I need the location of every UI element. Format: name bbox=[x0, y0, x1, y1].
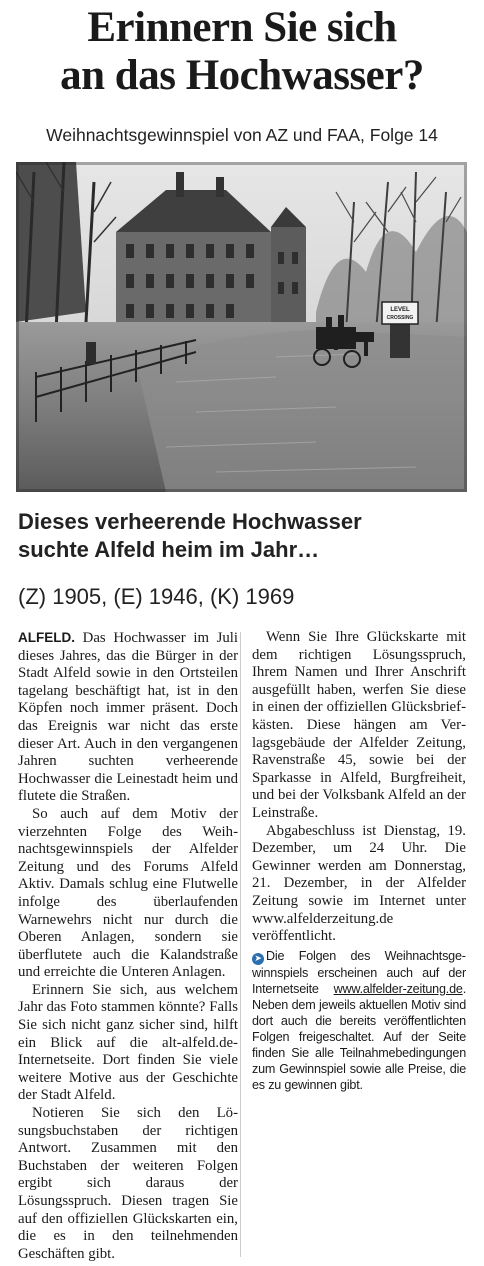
flood-photo bbox=[16, 162, 467, 492]
headline-line-1: Erinnern Sie sich bbox=[87, 4, 397, 51]
article-paragraph bbox=[18, 629, 238, 806]
article-paragraph: Abgabeschluss ist Dienstag, 19. Dezember, um 24 Uhr. Die Gewinner werden am Donnerstag, 21. Dezember, in der Alfelder Zeitung sowie im Internet unter www.alfelderzeitung.de veröffentlicht. bbox=[252, 822, 466, 945]
answer-options: (Z) 1905, (E) 1946, (K) 1969 bbox=[18, 584, 295, 609]
sign-text-1: LEVEL bbox=[390, 307, 410, 313]
article-paragraph-1-text: Das Hochwasser im Juli dieses Jahres, das die Bürger in der Stadt Alfeld sowie in den Ortsteilen tagelang beschäftigt hat, ist in den Köpfen noch immer präsent. Doch das Ereignis war nicht das erste dieser Art. Auch in den vergangenen Jahren suchten verheerende Hochwasser die Leinestadt heim und flutete die Straßen. bbox=[18, 630, 238, 805]
subheadline: Weihnachtsgewinnspiel von AZ und FAA, Folge 14 bbox=[46, 125, 438, 145]
article-paragraph: Wenn Sie Ihre Glückskarte mit dem richtigen Lösungsspruch, Ihrem Namen und Ihrer Anschrift ausgefüllt haben, werfen Sie diese in einen der offiziellen Glücksbriefkästen. Diese hängen am Verlagsgebäude der Alfelder Zeitung, Ravenstraße 45, sowie bei der Sparkasse in Alfeld, Burgfreiheit, und bei der Volksbank Alfeld an der Leinstraße. bbox=[252, 629, 466, 821]
info-note bbox=[252, 948, 466, 1093]
column-divider bbox=[240, 632, 241, 1257]
quiz-question-line-2: suchte Alfeld heim im Jahr… bbox=[18, 537, 320, 562]
sign-text-2: CROSSING bbox=[386, 315, 414, 321]
article-column-2 bbox=[252, 629, 466, 1093]
headline bbox=[0, 4, 484, 100]
info-note-text-end: . Neben dem jeweils aktuellen Motiv sind dort auch die bereits veröffentlichten Folgen freigeschaltet. Auf der Seite finden Sie alle Teilnahmebedingungen zum Gewinnspiel sowie alle Preise, die es zu gewinnen gibt. bbox=[252, 981, 466, 1092]
article-paragraph: Notieren Sie sich den Lösungsbuchstaben der richtigen Antwort. Zusammen mit den Buchstaben der weiteren Folgen ergibt sich daraus der Lösungsspruch. Diesen tragen Sie auf den offiziellen Glückskarten ein, die es in den teilnehmenden Geschäften gibt. bbox=[18, 1105, 238, 1262]
arrow-right-icon: ➤ bbox=[252, 953, 264, 965]
info-note-text: Die Folgen des Weihnachtsgewinnspiels erscheinen auch auf der Internetseite bbox=[252, 948, 466, 996]
article-paragraph: Erinnern Sie sich, aus welchem Jahr das Foto stammen könnte? Falls Sie sich nicht ganz sicher sind, hilft ein Blick auf die alt-alfeld.de-Internetseite. Dort finden Sie viele weitere Motive aus der Geschichte der Stadt Alfeld. bbox=[18, 981, 238, 1104]
headline-line-2: an das Hochwasser? bbox=[60, 52, 424, 99]
dateline: ALFELD. bbox=[18, 630, 75, 645]
quiz-question-line-1: Dieses verheerende Hochwasser bbox=[18, 509, 362, 534]
quiz-question bbox=[18, 508, 468, 564]
website-link[interactable]: www.alfelder-zeitung.de bbox=[333, 981, 463, 996]
article-column-1 bbox=[18, 629, 238, 1262]
article-paragraph: So auch auf dem Motiv der vierzehnten Folge des Weihnachtsgewinnspiels der Alfelder Zeitung und des Forums Alfeld Aktiv. Damals schlug eine Flutwelle infolge des überlaufenden Warnewehrs nicht nur durch die Oberen Anlagen, sondern sie überflutete auch die Kalandstraße und erreichte die Unteren Anlagen. bbox=[18, 805, 238, 981]
